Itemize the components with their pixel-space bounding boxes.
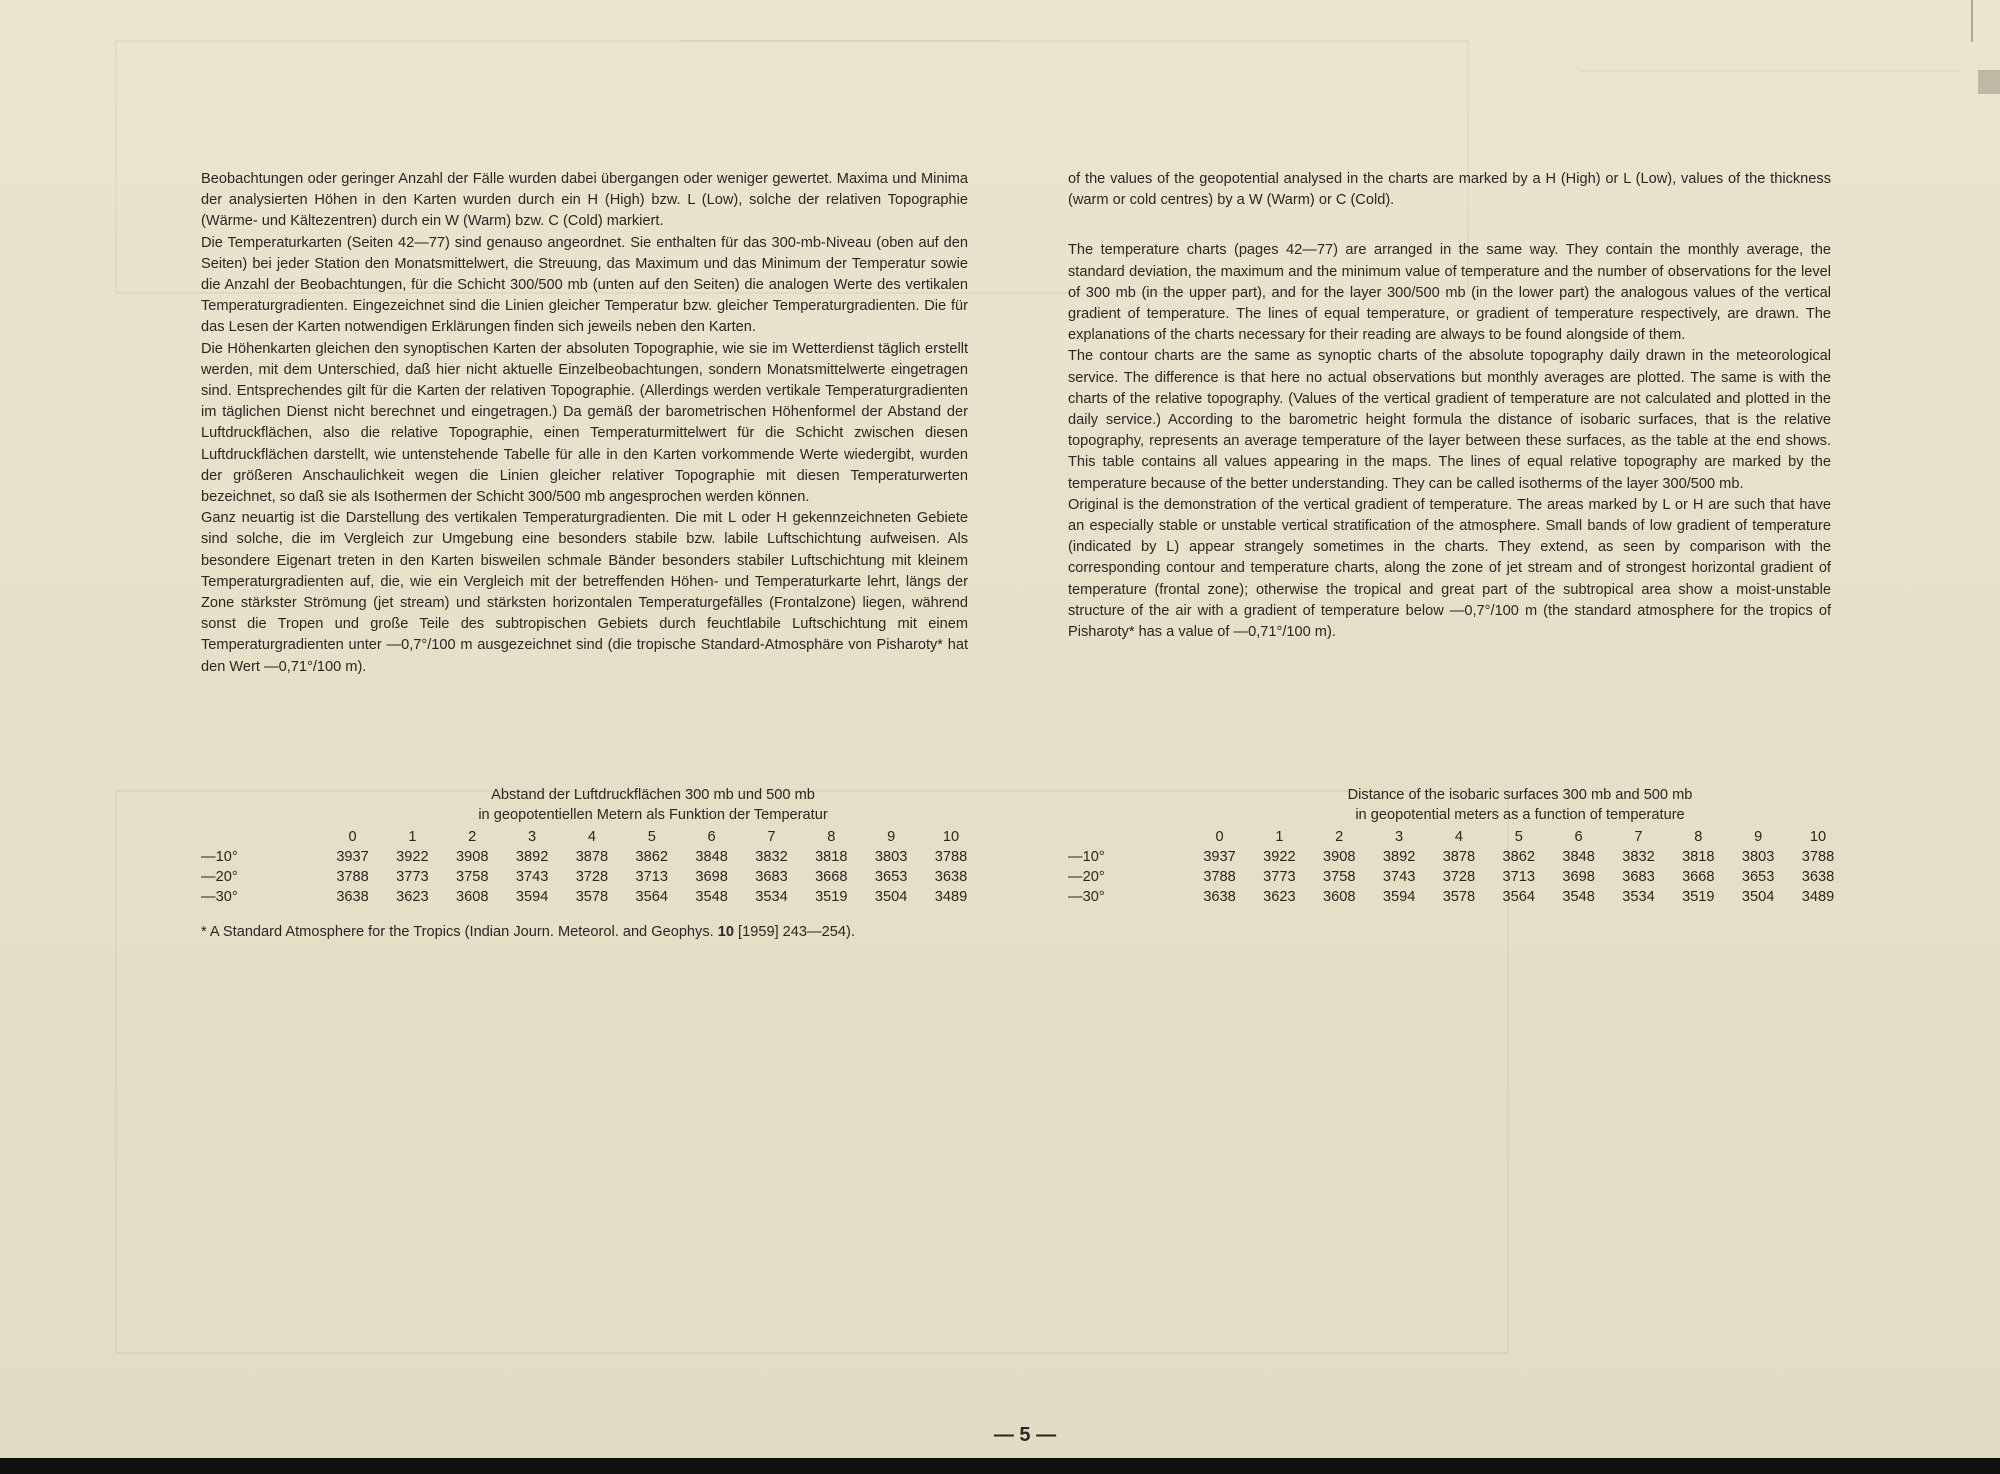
edge-mark xyxy=(1971,0,1973,42)
table-cell: 3698 xyxy=(695,869,728,885)
table-title xyxy=(1068,785,1848,825)
table-cell: 3848 xyxy=(1562,849,1595,865)
column-header: 8 xyxy=(1694,829,1703,845)
paragraph: Original is the demonstration of the vertical gradient of temperature. The areas marked by L or H are such that have an especially stable or unstable vertical stratification of the atmosphere. Small bands of low gradient of temperature (indicated by L) appear strangely sometimes in the charts. They extend, as seen by comparison with the corresponding contour and temperature charts, along the zone of jet stream and of strongest horizontal gradient of temperature (frontal zone); otherwise the tropical and great part of the subtropical area show a moist-unstable structure of the air with a gradient of temperature below —0,7°/100 m (the standard atmosphere for the tropics of Pisharoty* has a value of —0,71°/100 m). xyxy=(1068,496,1831,641)
table-cell: 3773 xyxy=(1263,869,1296,885)
table-title-line: in geopotentiellen Metern als Funktion der Temperatur xyxy=(478,807,828,823)
table-corner-cell xyxy=(1068,827,1190,847)
page-number: — 5 — xyxy=(993,1424,1057,1446)
edge-mark xyxy=(1978,70,2000,94)
table-cell: 3504 xyxy=(874,889,908,905)
table-cell: 3788 xyxy=(1801,849,1835,865)
column-header: 5 xyxy=(1514,829,1523,845)
footnote xyxy=(201,922,855,942)
table-cell: 3892 xyxy=(1382,849,1416,865)
show-through-line xyxy=(680,40,1000,42)
table-cell: 3937 xyxy=(1203,849,1236,865)
table-corner-cell xyxy=(201,827,323,847)
table-cell: 3489 xyxy=(934,889,968,905)
table-cell: 3638 xyxy=(1203,889,1236,905)
table-cell: 3519 xyxy=(1682,889,1715,905)
column-header: 0 xyxy=(348,829,357,845)
column-header: 10 xyxy=(942,829,960,845)
table-cell: 3832 xyxy=(755,849,788,865)
german-text-column xyxy=(201,169,968,678)
table-cell: 3534 xyxy=(755,889,788,905)
row-label: —20° xyxy=(201,869,238,885)
table-row xyxy=(1068,867,1848,887)
row-label: —30° xyxy=(201,889,238,905)
row-label: —30° xyxy=(1068,889,1105,905)
table-row xyxy=(201,847,981,867)
distance-table xyxy=(201,827,981,907)
table-cell: 3638 xyxy=(934,869,968,885)
column-header: 3 xyxy=(1395,829,1404,845)
table-cell: 3698 xyxy=(1562,869,1595,885)
column-header: 7 xyxy=(767,829,776,845)
table-cell: 3788 xyxy=(336,869,369,885)
table-title-line: in geopotential meters as a function of temperature xyxy=(1355,807,1685,823)
table-title-line: Distance of the isobaric surfaces 300 mb and 500 mb xyxy=(1347,787,1693,803)
table-cell: 3548 xyxy=(1562,889,1595,905)
table-row xyxy=(201,867,981,887)
table-cell: 3908 xyxy=(456,849,489,865)
table-cell: 3713 xyxy=(1502,869,1535,885)
table-cell: 3892 xyxy=(515,849,549,865)
table-header-row xyxy=(1068,827,1848,847)
table-cell: 3728 xyxy=(1442,869,1476,885)
table-cell: 3878 xyxy=(575,849,609,865)
column-header: 9 xyxy=(887,829,896,845)
column-header: 2 xyxy=(1335,829,1344,845)
table-cell: 3548 xyxy=(695,889,728,905)
table-header-row xyxy=(201,827,981,847)
distance-table-english xyxy=(1068,785,1848,907)
table-cell: 3848 xyxy=(695,849,728,865)
paragraph: The temperature charts (pages 42—77) are arranged in the same way. They contain the monthly average, the standard deviation, the maximum and the minimum value of temperature and the number of observations for the level of 300 mb (in the upper part), and for the layer 300/500 mb (in the lower part) the analogous values of the vertical gradient of temperature. The lines of equal temperature, or gradient of temperature respectively, are drawn. The explanations of the charts necessary for their reading are always to be found alongside of them. xyxy=(1068,242,1831,344)
table-cell: 3713 xyxy=(635,869,668,885)
footnote-text: [1959] 243—254). xyxy=(734,924,855,940)
table-cell: 3818 xyxy=(815,849,848,865)
table-row xyxy=(201,887,981,907)
table-cell: 3818 xyxy=(1682,849,1715,865)
paragraph: of the values of the geopotential analysed in the charts are marked by a H (High) or L (Low), values of the thickness (warm or cold centres) by a W (Warm) or C (Cold). xyxy=(1068,171,1831,209)
table-cell: 3638 xyxy=(336,889,369,905)
column-header: 1 xyxy=(1275,829,1284,845)
scan-edge xyxy=(0,1458,2000,1474)
show-through-line xyxy=(1580,70,1960,72)
paragraph: Ganz neuartig ist die Darstellung des vertikalen Temperaturgradienten. Die mit L oder H gekennzeichneten Gebiete sind solche, die im Vergleich zur Umgebung eine besonders stabile bzw. labile Luftschichtung aufweisen. Als besondere Eigenart treten in den Karten bisweilen schmale Bänder besonders stabiler Luftschichtung mit kleinem Temperaturgradienten auf, die, wie ein Vergleich mit der betreffenden Höhen- und Temperaturkarte lehrt, längs der Zone stärkster Strömung (jet stream) und stärksten horizontalen Temperaturgefälles (Frontalzone) liegen, während sonst die Tropen und große Teile des subtropischen Gebiets durch feuchtlabile Luftschichtung mit einem Temperaturgradienten unter —0,7°/100 m ausgezeichnet sind (die tropische Standard-Atmosphäre von Pisharoty* hat den Wert —0,71°/100 m). xyxy=(201,510,968,675)
distance-table-german xyxy=(201,785,981,907)
table-cell: 3728 xyxy=(575,869,609,885)
table-cell: 3937 xyxy=(336,849,369,865)
table-cell: 3519 xyxy=(815,889,848,905)
footnote-text: * A Standard Atmosphere for the Tropics (Indian Journ. Meteorol. and Geophys. xyxy=(201,924,718,940)
table-cell: 3668 xyxy=(815,869,848,885)
table-cell: 3922 xyxy=(1263,849,1296,865)
paragraph: The contour charts are the same as synoptic charts of the absolute topography daily drawn in the meteorological service. The difference is that here no actual observations but monthly averages are plotted. The same is with the charts of the relative topography. (Values of the vertical gradient of temperature are not calculated and plotted in the daily service.) According to the barometric height formula the distance of isobaric surfaces, that is the relative topography, represents an average temperature of the layer between these surfaces, as the table at the end shows. This table contains all values appearing in the maps. The lines of equal relative topography are marked by the temperature because of the better understanding. They can be called isotherms of the layer 300/500 mb. xyxy=(1068,348,1831,492)
table-cell: 3504 xyxy=(1741,889,1775,905)
column-header: 7 xyxy=(1634,829,1643,845)
column-header: 6 xyxy=(1574,829,1583,845)
table-row xyxy=(1068,887,1848,907)
row-label: —20° xyxy=(1068,869,1105,885)
table-cell: 3638 xyxy=(1801,869,1835,885)
column-header: 8 xyxy=(827,829,836,845)
column-header: 6 xyxy=(707,829,716,845)
table-cell: 3578 xyxy=(1442,889,1476,905)
column-header: 9 xyxy=(1754,829,1763,845)
row-label: —10° xyxy=(201,849,238,865)
table-cell: 3788 xyxy=(934,849,968,865)
table-cell: 3758 xyxy=(1323,869,1356,885)
table-row xyxy=(1068,847,1848,867)
table-cell: 3908 xyxy=(1323,849,1356,865)
column-header: 0 xyxy=(1215,829,1224,845)
table-cell: 3594 xyxy=(1382,889,1416,905)
table-cell: 3608 xyxy=(1323,889,1356,905)
table-cell: 3803 xyxy=(1741,849,1775,865)
table-cell: 3683 xyxy=(755,869,788,885)
paragraph: Beobachtungen oder geringer Anzahl der Fälle wurden dabei übergangen oder weniger gewertet. Maxima und Minima der analysierten Höhen in den Karten wurden durch ein H (High) bzw. L (Low), solche der relativen Topographie (Wärme- und Kältezentren) durch ein W (Warm) bzw. C (Cold) markiert. xyxy=(201,171,968,230)
table-cell: 3534 xyxy=(1622,889,1655,905)
footnote-volume: 10 xyxy=(717,924,734,940)
table-cell: 3922 xyxy=(396,849,429,865)
table-cell: 3788 xyxy=(1203,869,1236,885)
table-cell: 3564 xyxy=(1502,889,1535,905)
table-cell: 3743 xyxy=(1382,869,1416,885)
distance-table xyxy=(1068,827,1848,907)
paragraph: Die Temperaturkarten (Seiten 42—77) sind genauso angeordnet. Sie enthalten für das 300-mb-Niveau (oben auf den Seiten) bei jeder Station den Monatsmittelwert, die Streuung, das Maximum und das Minimum der Temperatur sowie die Anzahl der Beobachtungen, für die Schicht 300/500 mb (unten auf den Seiten) die analogen Werte des vertikalen Temperaturgradienten. Eingezeichnet sind die Linien gleicher Temperatur bzw. gleicher Temperaturgradienten. Die für das Lesen der Karten notwendigen Erklärungen finden sich jeweils neben den Karten. xyxy=(201,234,968,336)
table-cell: 3608 xyxy=(456,889,489,905)
table-cell: 3683 xyxy=(1622,869,1655,885)
table-cell: 3803 xyxy=(874,849,908,865)
table-title xyxy=(201,785,981,825)
column-header: 5 xyxy=(647,829,656,845)
table-cell: 3489 xyxy=(1801,889,1835,905)
table-cell: 3594 xyxy=(515,889,549,905)
table-title-line: Abstand der Luftdruckflächen 300 mb und 500 mb xyxy=(491,787,815,803)
english-text-column xyxy=(1068,169,1831,643)
table-cell: 3668 xyxy=(1682,869,1715,885)
row-label: —10° xyxy=(1068,849,1105,865)
column-header: 1 xyxy=(408,829,417,845)
column-header: 2 xyxy=(468,829,477,845)
column-header: 3 xyxy=(528,829,537,845)
table-cell: 3862 xyxy=(1502,849,1535,865)
table-cell: 3758 xyxy=(456,869,489,885)
table-cell: 3878 xyxy=(1442,849,1476,865)
table-cell: 3773 xyxy=(396,869,429,885)
table-cell: 3862 xyxy=(635,849,668,865)
table-cell: 3623 xyxy=(1263,889,1296,905)
paragraph: Die Höhenkarten gleichen den synoptischen Karten der absoluten Topographie, wie sie im Wetterdienst täglich erstellt werden, mit dem Unterschied, daß hier nicht aktuelle Einzelbeobachtungen, sondern Monatsmittelwerte eingetragen sind. Entsprechendes gilt für die Karten der relativen Topographie. (Allerdings werden vertikale Temperaturgradienten im täglichen Dienst nicht berechnet und eingetragen.) Da gemäß der barometrischen Höhenformel der Abstand der Luftdruckflächen, also die relative Topographie, einen Temperaturmittelwert für die Schicht zwischen diesen Luftdruckflächen darstellt, wie untenstehende Tabelle für alle in den Karten vorkommende Werte wiedergibt, wurden der größeren Anschaulichkeit wegen die Linien gleicher relativer Topographie mit diesen Temperaturwerten bezeichnet, so daß sie als Isothermen der Schicht 300/500 mb angesprochen werden können. xyxy=(201,340,968,506)
column-header: 10 xyxy=(1809,829,1827,845)
column-header: 4 xyxy=(1454,829,1463,845)
table-cell: 3653 xyxy=(874,869,908,885)
table-cell: 3578 xyxy=(575,889,609,905)
table-cell: 3623 xyxy=(396,889,429,905)
column-header: 4 xyxy=(587,829,596,845)
table-cell: 3653 xyxy=(1741,869,1775,885)
table-cell: 3832 xyxy=(1622,849,1655,865)
table-cell: 3564 xyxy=(635,889,668,905)
table-cell: 3743 xyxy=(515,869,549,885)
